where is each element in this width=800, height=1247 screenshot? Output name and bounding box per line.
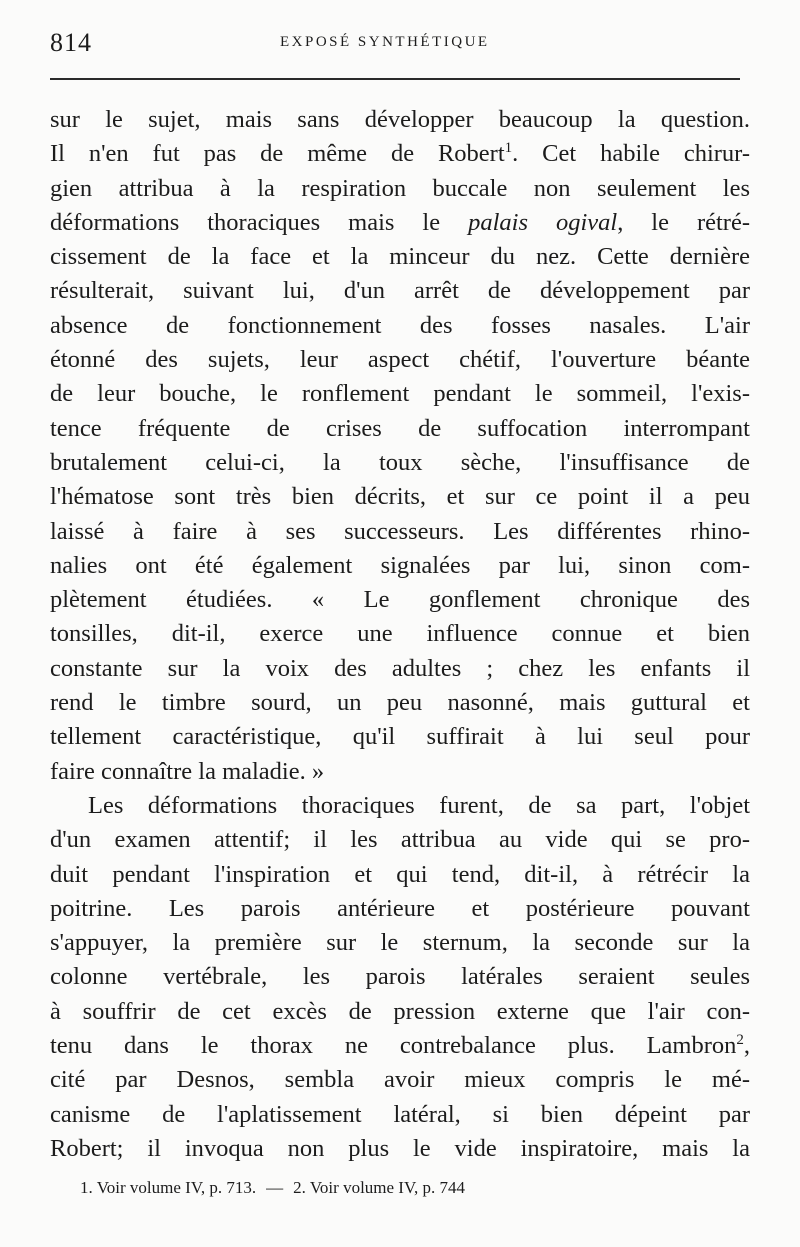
- page-header: [50, 28, 740, 64]
- text-line: d'un examen attentif; il les attribua au vide qui se pro-: [50, 826, 750, 854]
- text-line: gien attribua à la respiration buccale non seulement les: [50, 174, 750, 202]
- footnote-ref-1: 1: [504, 140, 513, 157]
- text-line: absence de fonctionnement des fosses nasales. L'air: [50, 311, 750, 339]
- text-line: laissé à faire à ses successeurs. Les différentes rhino-: [50, 517, 750, 545]
- text-line: poitrine. Les parois antérieure et postérieure pouvant: [50, 894, 750, 922]
- text-line: constante sur la voix des adultes ; chez les enfants il: [50, 654, 750, 682]
- text-line: s'appuyer, la première sur le sternum, la seconde sur la: [50, 929, 750, 957]
- text-line: Les déformations thoraciques furent, de sa part, l'objet: [88, 791, 750, 819]
- text-segment: , le rétré-: [617, 208, 751, 236]
- text-line: faire connaître la maladie. »: [50, 757, 325, 785]
- text-line: canisme de l'aplatissement latéral, si bien dépeint par: [50, 1100, 750, 1128]
- text-line: l'hématose sont très bien décrits, et sur ce point il a peu: [50, 483, 750, 511]
- body-text: [50, 103, 750, 1166]
- text-line: brutalement celui-ci, la toux sèche, l'insuffisance de: [50, 448, 750, 476]
- text-line: de leur bouche, le ronflement pendant le sommeil, l'exis-: [50, 380, 750, 408]
- running-head: EXPOSÉ SYNTHÉTIQUE: [280, 34, 490, 50]
- text-line: rend le timbre sourd, un peu nasonné, mais guttural et: [50, 689, 750, 717]
- footnote-separator: —: [266, 1178, 284, 1197]
- text-line: sur le sujet, mais sans développer beaucoup la question.: [50, 106, 750, 133]
- text-line: nalies ont été également signalées par lui, sinon com-: [50, 551, 750, 579]
- text-segment: tenu dans le thorax ne contrebalance plus. Lambron: [50, 1032, 737, 1060]
- text-line: [50, 206, 750, 240]
- footnotes: [80, 1178, 465, 1198]
- italic-term: palais ogival: [468, 208, 618, 236]
- text-line: cissement de la face et la minceur du nez. Cette dernière: [50, 243, 750, 271]
- footnote-1: 1. Voir volume IV, p. 713.: [80, 1178, 257, 1197]
- text-line: plètement étudiées. « Le gonflement chronique des: [50, 586, 750, 614]
- text-line: Robert; il invoqua non plus le vide inspiratoire, mais la: [50, 1134, 750, 1162]
- text-line: duit pendant l'inspiration et qui tend, dit-il, à rétrécir la: [50, 860, 750, 888]
- text-line: tellement caractéristique, qu'il suffirait à lui seul pour: [50, 723, 750, 751]
- text-line: cité par Desnos, sembla avoir mieux compris le mé-: [50, 1066, 750, 1094]
- header-rule: [50, 78, 740, 80]
- text-line: [50, 137, 750, 171]
- text-line: à souffrir de cet excès de pression externe que l'air con-: [50, 997, 750, 1025]
- text-line: colonne vertébrale, les parois latérales seraient seules: [50, 963, 750, 991]
- text-segment: . Cet habile chirur-: [512, 140, 751, 168]
- text-segment: Il n'en fut pas de même de Robert: [50, 140, 505, 168]
- footnote-2: 2. Voir volume IV, p. 744: [293, 1178, 466, 1197]
- text-line: résulterait, suivant lui, d'un arrêt de développement par: [50, 277, 750, 305]
- text-line: tonsilles, dit-il, exerce une influence connue et bien: [50, 620, 750, 648]
- text-line: [50, 1029, 750, 1063]
- text-segment: déformations thoraciques mais le: [50, 208, 469, 236]
- text-segment: ,: [743, 1032, 750, 1060]
- text-line: tence fréquente de crises de suffocation interrompant: [50, 414, 750, 442]
- footnote-ref-2: 2: [736, 1031, 744, 1048]
- text-line: étonné des sujets, leur aspect chétif, l'ouverture béante: [50, 346, 750, 374]
- page-number: 814: [50, 28, 92, 57]
